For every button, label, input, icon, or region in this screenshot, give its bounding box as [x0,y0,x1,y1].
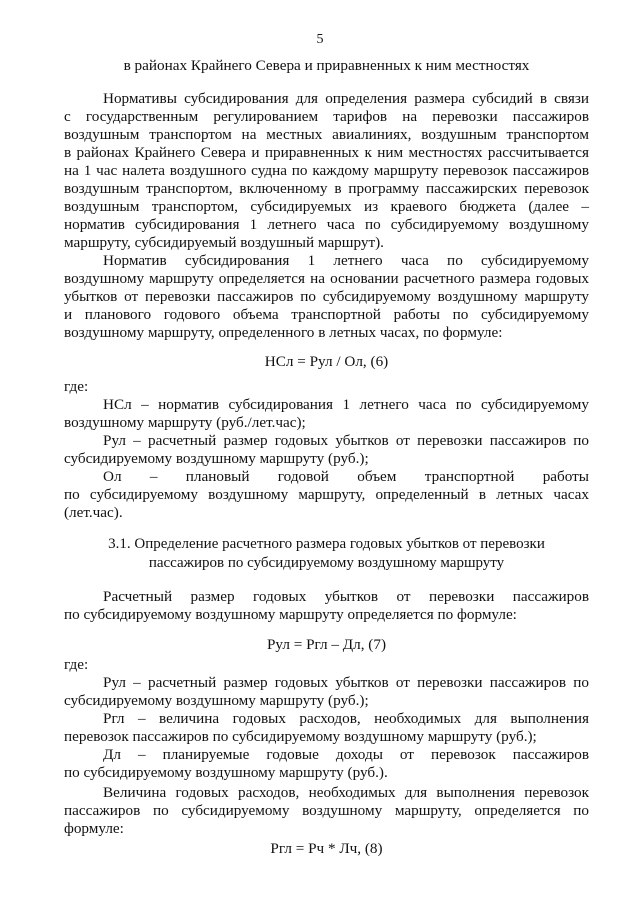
text-line: воздушным транспортом, включенному в программу пассажирских перевозок [64,180,589,197]
where-label: где: [64,656,89,673]
text-line: воздушному маршруту, определенного в летных часах, по формуле: [64,324,503,341]
text-line: по субсидируемому воздушному маршруту, определенный в летных часах [64,486,589,503]
section-heading-line: пассажиров по субсидируемому воздушному маршруту [148,555,505,571]
text-line: Рул – расчетный размер годовых убытков от перевозки пассажиров по [103,674,589,691]
text-line: маршруту, субсидируемый воздушный маршрут). [64,234,384,251]
text-line: Расчетный размер годовых убытков от перевозки пассажиров [103,588,589,605]
text-line: Дл – планируемые годовые доходы от перевозок пассажиров [103,746,589,763]
text-line: субсидируемому воздушному маршруту (руб.); [64,450,369,467]
text-line: формуле: [64,820,124,837]
text-line: Величина годовых расходов, необходимых для выполнения перевозок [103,784,589,801]
text-line: по субсидируемому воздушному маршруту (руб.). [64,764,388,781]
text-line: Рул – расчетный размер годовых убытков от перевозки пассажиров по [103,432,589,449]
text-line: субсидируемому воздушному маршруту (руб.); [64,692,369,709]
text-line: по субсидируемому воздушному маршруту определяется по формуле: [64,606,517,623]
text-line: и планового годового объема транспортной работы по субсидируемому [64,306,589,323]
text-line: воздушному маршруту (руб./лет.час); [64,414,306,431]
text-line: воздушным транспортом, субсидируемых из краевого бюджета (далее – [64,198,589,215]
formula-7: Рул = Ргл – Дл, (7) [266,636,387,653]
page-number: 5 [316,32,324,47]
section-heading-line: 3.1. Определение расчетного размера годовых убытков от перевозки [108,536,545,552]
text-line: пассажиров по субсидируемому воздушному маршруту, определяется по [64,802,589,819]
text-line: в районах Крайнего Севера и приравненных к ним местностях рассчитывается [64,144,589,161]
text-line: убытков от перевозки пассажиров по субсидируемому воздушному маршруту [64,288,589,305]
formula-6: НСл = Рул / Ол, (6) [264,353,389,370]
text-line: Ргл – величина годовых расходов, необходимых для выполнения [103,710,589,727]
where-label: где: [64,378,89,395]
text-line: с государственным регулированием тарифов на перевозки пассажиров [64,108,589,125]
text-line: воздушным транспортом на местных авиалиниях, воздушным транспортом [64,126,589,143]
text-line: норматив субсидирования 1 летнего часа по субсидируемому воздушному [64,216,589,233]
text-line: воздушному маршруту определяется на основании расчетного размера годовых [64,270,589,287]
text-line: НСл – норматив субсидирования 1 летнего часа по субсидируемому [103,396,589,413]
text-line: Ол – плановый годовой объем транспортной работы [103,468,589,485]
text-line: перевозок пассажиров по субсидируемому воздушному маршруту (руб.); [64,728,537,745]
top-line: в районах Крайнего Севера и приравненных к ним местностях [123,57,530,74]
text-line: на 1 час налета воздушного судна по каждому маршруту перевозок пассажиров [64,162,589,179]
text-line: Нормативы субсидирования для определения размера субсидий в связи [103,90,589,107]
text-line: Норматив субсидирования 1 летнего часа по субсидируемому [103,252,589,269]
formula-8: Ргл = Рч * Лч, (8) [270,840,383,857]
text-line: (лет.час). [64,504,123,521]
